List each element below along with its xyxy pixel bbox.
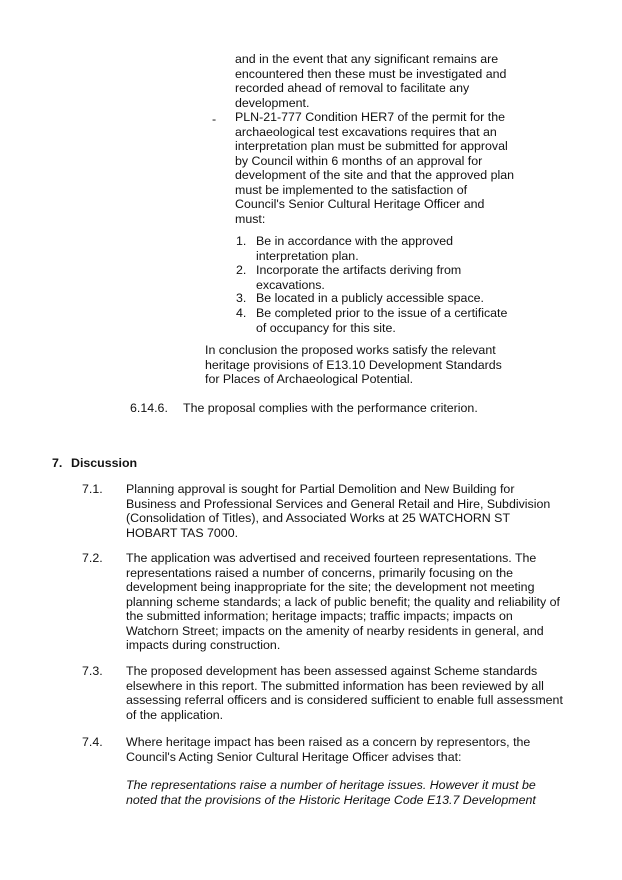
text-line: assessing referral officers and is considered sufficient to enable full assessment [126, 693, 563, 707]
text-line: by Council within 6 months of an approval for [235, 153, 483, 168]
clause-number: 6.14.6. [130, 401, 168, 415]
paragraph-number: 7.4. [82, 735, 103, 749]
text-line: excavations. [256, 277, 325, 292]
section-title: Discussion [71, 456, 138, 470]
text-line: Watchorn Street; impacts on the amenity of nearby residents in general, and [126, 623, 544, 638]
text-line: must be implemented to the satisfaction of [235, 182, 468, 197]
paragraph-number: 7.3. [82, 664, 103, 678]
text-line: of occupancy for this site. [256, 320, 396, 335]
text-line: In conclusion the proposed works satisfy the relevant [205, 343, 496, 357]
section-heading [52, 456, 137, 471]
text-line: development of the site and that the approved plan [235, 168, 514, 182]
text-line: and in the event that any significant remains are [235, 52, 499, 66]
list-item [256, 291, 484, 306]
text-line: heritage provisions of E13.10 Development Standards [205, 357, 502, 372]
text-line: PLN-21-777 Condition HER7 of the permit for the [235, 110, 505, 124]
text-line: representations raised a number of concerns, primarily focusing on the [126, 565, 514, 580]
text-line: elsewhere in this report. The submitted information has been reviewed by all [126, 678, 544, 693]
text-line: archaeological test excavations requires that an [235, 124, 497, 139]
text-line: Council's Acting Senior Cultural Heritage Officer advises that: [126, 749, 462, 764]
bullet-marker: - [212, 112, 217, 126]
paragraph-number: 7.2. [82, 551, 103, 565]
text-line: impacts during construction. [126, 638, 281, 652]
clause-text: The proposal complies with the performance criterion. [183, 401, 478, 415]
conclusion-paragraph [205, 343, 502, 387]
text-line: HOBART TAS 7000. [126, 525, 239, 540]
text-line: must: [235, 211, 266, 226]
text-line: Planning approval is sought for Partial Demolition and New Building for [126, 482, 515, 496]
bullet-paragraph [235, 110, 514, 226]
text-line: Be completed prior to the issue of a certificate [256, 306, 508, 320]
text-line: Be in accordance with the approved [256, 234, 453, 248]
text-line: interpretation plan must be submitted for approval [235, 139, 508, 153]
text-line: The application was advertised and received fourteen representations. The [126, 551, 537, 565]
text-line: planning scheme standards; a lack of public benefit; the quality and reliability of [126, 594, 560, 609]
list-number: 3. [236, 291, 247, 305]
list-item [256, 306, 507, 335]
section-number: 7. [52, 456, 63, 470]
quoted-advice [126, 778, 536, 807]
continuation-paragraph [235, 52, 506, 110]
list-number: 4. [236, 306, 247, 320]
list-item [256, 263, 461, 292]
text-line: The representations raise a number of heritage issues. However it must be [126, 778, 536, 792]
text-line: Where heritage impact has been raised as a concern by representors, the [126, 735, 531, 749]
text-line: encountered then these must be investigated and [235, 66, 507, 81]
text-line: development being inappropriate for the site; the development not meeting [126, 580, 535, 594]
list-item [256, 234, 453, 263]
text-line: Business and Professional Services and General Retail and Hire, Subdivision [126, 496, 551, 511]
text-line: Be located in a publicly accessible space. [256, 291, 484, 305]
numbered-paragraph [126, 482, 550, 540]
text-line: interpretation plan. [256, 248, 359, 263]
text-line: The proposed development has been assessed against Scheme standards [126, 664, 538, 678]
text-line: for Places of Archaeological Potential. [205, 372, 414, 386]
numbered-paragraph [126, 735, 530, 764]
numbered-paragraph [126, 664, 563, 722]
text-line: recorded ahead of removal to facilitate any [235, 81, 470, 95]
text-line: noted that the provisions of the Historic Heritage Code E13.7 Development [126, 792, 536, 807]
text-line: (Consolidation of Titles), and Associated Works at 25 WATCHORN ST [126, 511, 511, 525]
numbered-paragraph [126, 551, 560, 653]
text-line: Incorporate the artifacts deriving from [256, 263, 462, 277]
text-line: Council's Senior Cultural Heritage Officer and [235, 197, 485, 211]
list-number: 2. [236, 263, 247, 277]
text-line: development. [235, 95, 310, 110]
text-line: of the application. [126, 707, 224, 722]
text-line: the submitted information; heritage impacts; traffic impacts; impacts on [126, 609, 513, 623]
paragraph-number: 7.1. [82, 482, 103, 496]
list-number: 1. [236, 234, 247, 248]
